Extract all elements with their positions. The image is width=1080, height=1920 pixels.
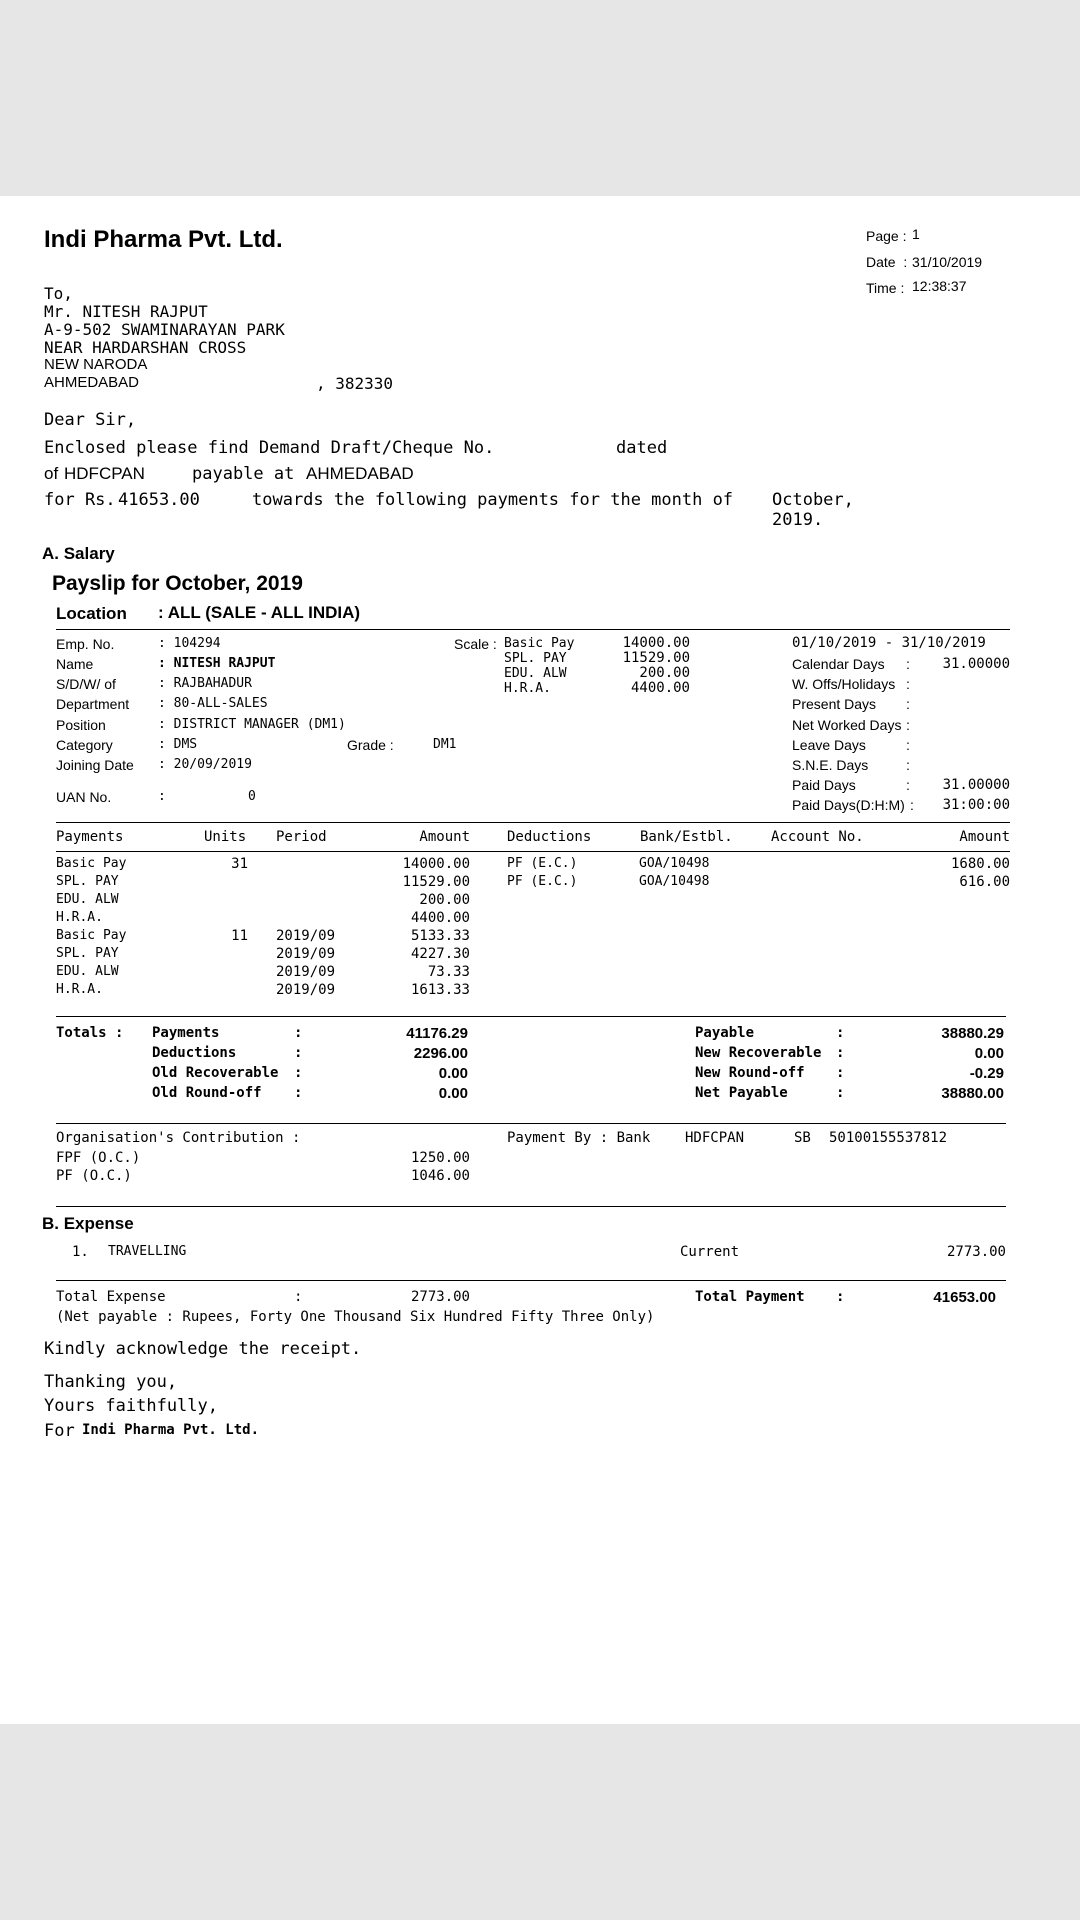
address-line2: NEAR HARDARSHAN CROSS (44, 338, 247, 357)
letter-amount: 41653.00 (118, 490, 200, 510)
attendance-label: Net Worked Days (792, 717, 902, 733)
grade-value: DM1 (433, 737, 457, 752)
section-a-title: A. Salary (42, 544, 115, 563)
total-expense-colon: : (294, 1289, 303, 1305)
dated-text: dated (616, 438, 668, 458)
address-city: AHMEDABAD (44, 374, 140, 391)
header-account: Account No. (771, 829, 864, 845)
payable-city: AHMEDABAD (306, 464, 414, 483)
attendance-label: Paid Days(D:H:M) (792, 797, 905, 813)
attendance-colon: : (906, 696, 910, 712)
payment-name: SPL. PAY (56, 946, 119, 961)
contribution-value: 1250.00 (410, 1150, 470, 1166)
deduction-name: PF (E.C.) (507, 874, 578, 889)
attendance-label: Present Days (792, 696, 877, 712)
divider (56, 1206, 1006, 1207)
time-label: Time : (866, 280, 905, 296)
address-name: Mr. NITESH RAJPUT (44, 302, 208, 321)
totals-colon: : (294, 1085, 303, 1101)
date-value: 31/10/2019 (912, 254, 983, 270)
attendance-value: 31:00:00 (942, 797, 1010, 813)
payment-period: 2019/09 (276, 928, 336, 944)
total-expense-value: 2773.00 (410, 1289, 470, 1305)
deduction-amount: 1680.00 (950, 856, 1010, 872)
divider (56, 1123, 1006, 1124)
department-label: Department (56, 696, 130, 712)
totals-left-value: 0.00 (438, 1085, 468, 1102)
category-value: : DMS (158, 737, 198, 752)
expense-item-status: Current (680, 1244, 740, 1260)
totals-right-label: New Round-off (695, 1065, 805, 1081)
total-payment-value: 41653.00 (933, 1289, 996, 1306)
grade-label: Grade : (347, 737, 394, 753)
attendance-label: S.N.E. Days (792, 757, 869, 773)
salutation: Dear Sir, (44, 410, 137, 430)
joining-date-value: : 20/09/2019 (158, 757, 252, 772)
sdw-value: : RAJBAHADUR (158, 676, 252, 691)
expense-item-amount: 2773.00 (946, 1244, 1006, 1260)
contribution-value: 1046.00 (410, 1168, 470, 1184)
totals-right-value: 38880.00 (941, 1085, 1004, 1102)
attendance-period: 01/10/2019 - 31/10/2019 (792, 635, 986, 651)
attendance-label: Calendar Days (792, 656, 885, 672)
attendance-value: 31.00000 (942, 777, 1010, 793)
payment-bank: HDFCPAN (685, 1130, 745, 1146)
divider (56, 851, 1010, 852)
joining-date-label: Joining Date (56, 757, 134, 773)
location-value: : ALL (SALE - ALL INDIA) (158, 603, 361, 622)
totals-colon: : (294, 1025, 303, 1041)
payment-by: Payment By : Bank (507, 1130, 651, 1146)
divider (56, 629, 1010, 630)
scale-item: Basic Pay (504, 636, 575, 651)
payment-amount: 4400.00 (410, 910, 470, 926)
scale-item: SPL. PAY (504, 651, 567, 666)
payment-name: EDU. ALW (56, 892, 119, 907)
address-line3: NEW NARODA (44, 356, 148, 373)
attendance-colon: : (906, 757, 910, 773)
payment-name: H.R.A. (56, 982, 103, 997)
deduction-name: PF (E.C.) (507, 856, 578, 871)
payment-amount: 14000.00 (402, 856, 470, 872)
totals-left-value: 0.00 (438, 1065, 468, 1082)
letter-month: October, (772, 490, 854, 510)
letter-year: 2019. (772, 510, 824, 530)
emp-no-value: : 104294 (158, 636, 221, 651)
department-value: : 80-ALL-SALES (158, 696, 268, 711)
payment-name: Basic Pay (56, 928, 127, 943)
attendance-colon: : (906, 777, 910, 793)
account-number: 50100155537812 (829, 1130, 948, 1146)
of-text: of (44, 464, 59, 483)
scale-value: 14000.00 (622, 635, 690, 651)
totals-right-label: Payable (695, 1025, 755, 1041)
uan-label: UAN No. (56, 789, 112, 805)
page-number: 1 (912, 226, 920, 242)
payable-at: payable at (192, 464, 295, 484)
acknowledge-text: Kindly acknowledge the receipt. (44, 1339, 362, 1359)
uan-colon: : (158, 789, 166, 804)
total-expense-label: Total Expense (56, 1289, 166, 1305)
payment-period: 2019/09 (276, 946, 336, 962)
page-label: Page : (866, 228, 907, 244)
section-b-title: B. Expense (42, 1214, 134, 1233)
totals-colon: : (836, 1025, 845, 1041)
scale-label: Scale : (454, 636, 497, 652)
thanking-text: Thanking you, (44, 1372, 178, 1392)
scale-item: EDU. ALW (504, 666, 567, 681)
totals-left-label: Deductions (152, 1045, 237, 1061)
attendance-label: Paid Days (792, 777, 856, 793)
emp-no-label: Emp. No. (56, 636, 115, 652)
payment-amount: 73.33 (427, 964, 470, 980)
totals-right-value: 38880.29 (941, 1025, 1004, 1042)
deduction-amount: 616.00 (959, 874, 1010, 890)
attendance-label: Leave Days (792, 737, 866, 753)
totals-right-value: -0.29 (969, 1065, 1004, 1082)
totals-colon: : (294, 1045, 303, 1061)
header-amount: Amount (419, 829, 470, 845)
scale-value: 4400.00 (630, 680, 690, 696)
attendance-colon: : (906, 737, 910, 753)
uan-value: 0 (248, 789, 256, 804)
payment-units: 11 (231, 928, 248, 944)
for-rs: for Rs. (44, 490, 116, 510)
time-value: 12:38:37 (912, 278, 967, 294)
address-to: To, (44, 284, 73, 303)
attendance-value: 31.00000 (942, 656, 1010, 672)
divider (56, 1280, 1006, 1281)
totals-left-label: Payments (152, 1025, 220, 1041)
bank-name: HDFCPAN (64, 464, 145, 483)
expense-item-number: 1. (72, 1244, 89, 1260)
contribution-item: FPF (O.C.) (56, 1150, 141, 1166)
total-payment-colon: : (836, 1289, 845, 1305)
amount-in-words: (Net payable : Rupees, Forty One Thousand Six Hundred Fifty Three Only) (56, 1309, 655, 1325)
payment-period: 2019/09 (276, 982, 336, 998)
yours-faithfully: Yours faithfully, (44, 1396, 218, 1416)
closing-company: Indi Pharma Pvt. Ltd. (82, 1422, 260, 1438)
header-period: Period (276, 829, 327, 845)
address-line1: A-9-502 SWAMINARAYAN PARK (44, 320, 285, 339)
name-value: : NITESH RAJPUT (158, 656, 276, 671)
divider (56, 822, 1010, 823)
attendance-colon: : (906, 717, 910, 733)
payment-amount: 1613.33 (410, 982, 470, 998)
for-text: For (44, 1421, 75, 1441)
payment-name: H.R.A. (56, 910, 103, 925)
sdw-label: S/D/W/ of (56, 676, 116, 692)
header-deductions: Deductions (507, 829, 592, 845)
category-label: Category (56, 737, 113, 753)
scale-value: 200.00 (639, 665, 690, 681)
attendance-colon: : (906, 656, 910, 672)
payment-amount: 11529.00 (402, 874, 470, 890)
total-payment-label: Total Payment (695, 1289, 805, 1305)
position-label: Position (56, 717, 106, 733)
date-label: Date : (866, 254, 908, 270)
divider (56, 1016, 1006, 1017)
contribution-title: Organisation's Contribution : (56, 1130, 301, 1146)
payment-units: 31 (231, 856, 248, 872)
location-label: Location (56, 604, 127, 623)
totals-left-value: 41176.29 (406, 1025, 468, 1042)
header-units: Units (204, 829, 247, 845)
totals-colon: : (836, 1045, 845, 1061)
totals-right-label: Net Payable (695, 1085, 788, 1101)
attendance-colon: : (906, 676, 910, 692)
header-ded-amount: Amount (959, 829, 1010, 845)
scale-value: 11529.00 (622, 650, 690, 666)
company-name: Indi Pharma Pvt. Ltd. (44, 226, 283, 253)
name-label: Name (56, 656, 94, 672)
totals-label: Totals : (56, 1025, 124, 1041)
payment-period: 2019/09 (276, 964, 336, 980)
payment-amount: 4227.30 (410, 946, 470, 962)
header-bank: Bank/Estbl. (640, 829, 733, 845)
totals-colon: : (294, 1065, 303, 1081)
attendance-colon: : (910, 797, 914, 813)
payment-name: SPL. PAY (56, 874, 119, 889)
payment-name: EDU. ALW (56, 964, 119, 979)
payment-name: Basic Pay (56, 856, 127, 871)
deduction-bank: GOA/10498 (639, 874, 710, 889)
scale-item: H.R.A. (504, 681, 551, 696)
address-pin: , 382330 (316, 374, 394, 393)
totals-colon: : (836, 1065, 845, 1081)
payment-amount: 200.00 (419, 892, 470, 908)
account-type: SB (794, 1130, 811, 1146)
payslip-page (0, 196, 1080, 1724)
attendance-label: W. Offs/Holidays (792, 676, 896, 692)
payment-amount: 5133.33 (410, 928, 470, 944)
position-value: : DISTRICT MANAGER (DM1) (158, 717, 346, 732)
totals-left-label: Old Recoverable (152, 1065, 279, 1081)
totals-colon: : (836, 1085, 845, 1101)
contribution-item: PF (O.C.) (56, 1168, 132, 1184)
enclosed-text: Enclosed please find Demand Draft/Cheque No. (44, 438, 495, 458)
header-payments: Payments (56, 829, 124, 845)
payslip-title: Payslip for October, 2019 (52, 572, 303, 595)
totals-right-value: 0.00 (974, 1045, 1004, 1062)
towards-text: towards the following payments for the month of (252, 490, 734, 510)
totals-left-label: Old Round-off (152, 1085, 262, 1101)
expense-item-name: TRAVELLING (108, 1244, 187, 1259)
totals-right-label: New Recoverable (695, 1045, 822, 1061)
totals-left-value: 2296.00 (413, 1045, 468, 1062)
deduction-bank: GOA/10498 (639, 856, 710, 871)
